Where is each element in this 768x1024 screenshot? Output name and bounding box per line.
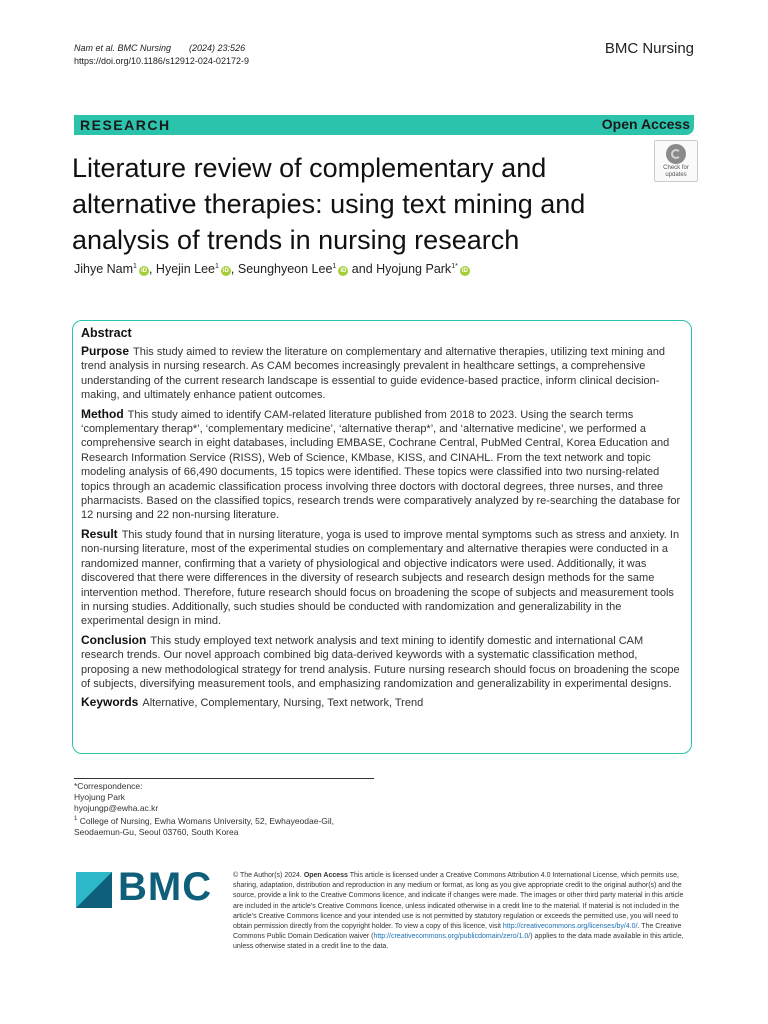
article-title: Literature review of complementary and alternative therapies: using text mining and analysis of trends in nursing research <box>72 153 586 255</box>
method-label: Method <box>81 406 124 421</box>
license-body-2: . The Creative Commons Public Domain Dedication waiver ( <box>233 923 682 941</box>
affiliation-sup: 1 <box>74 816 78 822</box>
correspondence-label: *Correspondence: <box>74 781 143 791</box>
conclusion-label: Conclusion <box>81 632 147 647</box>
author-list <box>74 262 470 276</box>
author-name[interactable]: Jihye Nam <box>74 262 134 276</box>
license-body-3: ) applies to the data made available in this article, unless otherwise stated in a credit line to the data. <box>233 933 684 951</box>
keywords-text: Alternative, Complementary, Nursing, Text network, Trend <box>142 697 424 710</box>
check-for-updates-button[interactable] <box>654 140 698 182</box>
license-open-access: Open Access <box>303 872 348 879</box>
check-updates-line1: Check for <box>663 165 689 171</box>
author-affiliation-sup: 1* <box>451 262 458 270</box>
journal-name: BMC Nursing <box>604 40 694 57</box>
author-affiliation-sup: 1 <box>133 262 137 270</box>
running-header <box>74 42 249 68</box>
bmc-logo-mark-icon <box>76 872 112 908</box>
research-banner <box>74 115 694 135</box>
abstract-method <box>81 407 681 523</box>
purpose-label: Purpose <box>81 344 130 358</box>
author-affiliation-sup: 1 <box>215 262 219 270</box>
method-text: This study aimed to identify CAM-related literature published from 2018 to 2023. Using the search terms ‘complementary therap*’, ‘complementary medicine’, ‘alternative therap*’, and ‘alternative medicine’, we performed a comprehensive search in eight databases, including EMBASE, Cochrane Central, PubMed Central, Korea Education and Research Information Service (RISS), Web of Science, KMbase, KISS, and CINAHL. From the text network and topic modeling analysis of 66,490 documents, 15 topics were identified. These topics were classified into two nursing-related topics through an academic classification process involving three doctors with doctoral degrees, three nurses, and three pharmacists. Based on the classified topics, research trends were comparatively analyzed by re-searching the database for 12 nursing and 22 non-nursing literature. <box>81 408 681 522</box>
author-name[interactable]: Seunghyeon Lee <box>237 262 333 276</box>
author-affiliation-sup: 1 <box>332 262 337 270</box>
author-separator: , <box>148 262 153 276</box>
check-updates-icon <box>666 144 686 164</box>
abstract-box <box>72 320 692 754</box>
check-updates-line2: updates <box>665 172 687 178</box>
orcid-icon[interactable]: iD <box>461 268 468 274</box>
license-body-1: This article is licensed under a Creative Commons Attribution 4.0 International License, which permits use, sharing, adaptation, distribution and reproduction in any medium or format, as long as you give appropriate credit to the original author(s) and the source, provide a link to the Creative Commons licence, and indicate if changes were made. The images or other third party material in this article are included in the article’s Creative Commons licence, unless indicated otherwise in a credit line to the material. If material is not included in the article’s Creative Commons licence and your intended use is not permitted by statutory regulation or exceeds the permitted use, you will need to obtain permission directly from the copyright holder. To view a copy of this licence, visit <box>233 872 684 931</box>
doi-link[interactable]: https://doi.org/10.1186/s12912-024-02172-9 <box>74 56 249 66</box>
result-label: Result <box>81 526 118 541</box>
affiliation-line-2: Seodaemun-Gu, Seoul 03760, South Korea <box>74 826 239 837</box>
bmc-logo <box>76 865 216 912</box>
open-access-label: Open Access <box>601 116 690 132</box>
license-link-cc0[interactable]: http://creativecommons.org/publicdomain/zero/1.0/ <box>373 933 531 941</box>
keywords-label: Keywords <box>81 695 139 710</box>
citation: Nam et al. BMC Nursing <box>74 43 172 53</box>
abstract-heading: Abstract <box>81 326 132 340</box>
correspondence-email[interactable]: hyojungp@ewha.ac.kr <box>74 803 159 813</box>
author-separator: and <box>351 262 373 276</box>
section-label: RESEARCH <box>80 117 171 133</box>
orcid-icon[interactable]: iD <box>340 268 347 274</box>
author-name[interactable]: Hyejin Lee <box>155 262 215 276</box>
abstract-keywords <box>81 695 681 710</box>
abstract-purpose <box>81 344 681 403</box>
author-separator: , <box>230 262 235 276</box>
orcid-icon[interactable]: iD <box>222 268 229 274</box>
orcid-icon[interactable]: iD <box>140 268 147 274</box>
bmc-logo-text: BMC <box>118 865 213 909</box>
year-volume: (2024) 23:526 <box>189 43 246 53</box>
license-link-cc-by[interactable]: http://creativecommons.org/licenses/by/4.0/ <box>502 923 638 931</box>
affiliation-line-1 <box>74 814 334 827</box>
abstract-result <box>81 527 681 629</box>
citation-line <box>74 42 249 55</box>
result-text: This study found that in nursing literature, yoga is used to improve mental symptoms such as stress and anxiety. In non-nursing literature, most of the experimental studies on complementary and alternative therapies were conducted in a randomized manner, confirming that a variety of physiological and objective indicators were used. Additionally, it was discovered that there were differences in the diversity of research subjects and research design methods for the same intervention method. Therefore, future research should focus on broadening the scope of subjects and measurement tools in nursing studies. Additionally, such studies should be conducted with randomization and generalizability in the experimental design in mind. <box>81 528 680 628</box>
copyright: © The Author(s) 2024. <box>233 872 302 879</box>
abstract-conclusion <box>81 633 681 692</box>
purpose-text: This study aimed to review the literature on complementary and alternative therapies, utilizing text mining and trend analysis in nursing research. As CAM becomes increasingly prevalent in healthcare settings, a comprehensive understanding of the current research landscape is essential to guide evidence-based practice, inform clinical decision-making, and ultimately enhance patient outcomes. <box>81 346 665 402</box>
author-name[interactable]: Hyojung Park <box>376 262 452 276</box>
license-text <box>233 871 695 953</box>
conclusion-text: This study employed text network analysis and text mining to identify domestic and international CAM research trends. Our novel approach combined big data-derived keywords with a systematic classification method, proposing a new methodological strategy for trend analysis. Future nursing research should focus on broadening the scope of subjects, diversifying measurement tools, and emphasizing randomization and generalizability in experimental designs. <box>81 634 680 690</box>
correspondence-block <box>74 781 334 838</box>
correspondence-name: Hyojung Park <box>74 792 126 802</box>
correspondence-divider <box>74 778 374 779</box>
affiliation-text-1: College of Nursing, Ewha Womans University, 52, Ewhayeodae-Gil, <box>79 815 335 826</box>
